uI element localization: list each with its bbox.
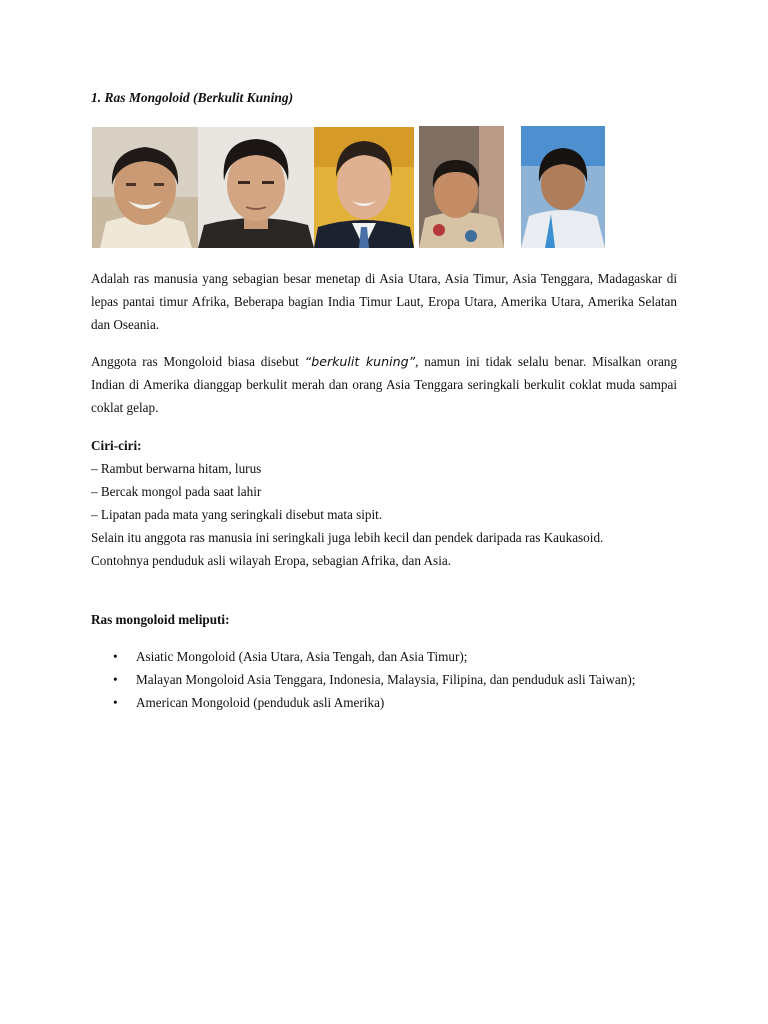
section-title: 1. Ras Mongoloid (Berkulit Kuning): [91, 90, 294, 105]
portrait-photo-5: [521, 126, 605, 248]
characteristics-heading: Ciri-ciri:: [91, 438, 142, 453]
characteristic-item-hair: – Rambut berwarna hitam, lurus: [91, 461, 262, 476]
photo-strip: [0, 0, 768, 260]
portrait-photo-1: [92, 127, 198, 248]
bullet-icon: •: [113, 672, 118, 687]
list-item-text: American Mongoloid (penduduk asli Amerika): [136, 695, 385, 710]
includes-heading: Ras mongoloid meliputi:: [91, 612, 230, 627]
list-item: [91, 645, 677, 668]
portrait-photo-3: [314, 127, 414, 248]
bullet-icon: •: [113, 649, 118, 664]
list-item: [91, 668, 677, 691]
paragraph-definition: Adalah ras manusia yang sebagian besar menetap di Asia Utara, Asia Timur, Asia Tenggara, Madagaskar di lepas pantai timur Afrika, Beberapa bagian India Timur Laut, Eropa Utara, Amerika Utara, Amerika Selatan dan Oseania.: [91, 271, 677, 332]
paragraph-skin-color: [91, 350, 677, 419]
paragraph-skin-color-end: , namun ini tidak selalu benar. Misalkan orang Indian di Amerika dianggap berkulit merah dan orang Asia Tenggara seringkali berkulit coklat muda sampai coklat gelap.: [91, 354, 677, 415]
example-text: Contohnya penduduk asli wilayah Eropa, sebagian Afrika, dan Asia.: [91, 553, 452, 568]
characteristic-item-eyes: – Lipatan pada mata yang seringkali disebut mata sipit.: [91, 507, 383, 522]
paragraph-skin-color-start: Anggota ras Mongoloid biasa disebut: [91, 354, 305, 369]
quoted-term: “berkulit kuning”: [304, 354, 416, 369]
bullet-icon: •: [113, 695, 118, 710]
characteristic-note: Selain itu anggota ras manusia ini seringkali juga lebih kecil dan pendek daripada ras Kaukasoid.: [91, 530, 604, 545]
portrait-photo-4: [419, 126, 504, 248]
characteristic-item-birthmark: – Bercak mongol pada saat lahir: [91, 484, 262, 499]
list-item-text: Asiatic Mongoloid (Asia Utara, Asia Tengah, dan Asia Timur);: [136, 649, 468, 664]
list-item-text: Malayan Mongoloid Asia Tenggara, Indonesia, Malaysia, Filipina, dan penduduk asli Taiwan);: [136, 672, 636, 687]
includes-list: [91, 645, 677, 714]
portrait-photo-2: [198, 127, 314, 248]
characteristics-section: [91, 434, 677, 572]
list-item: [91, 691, 677, 714]
